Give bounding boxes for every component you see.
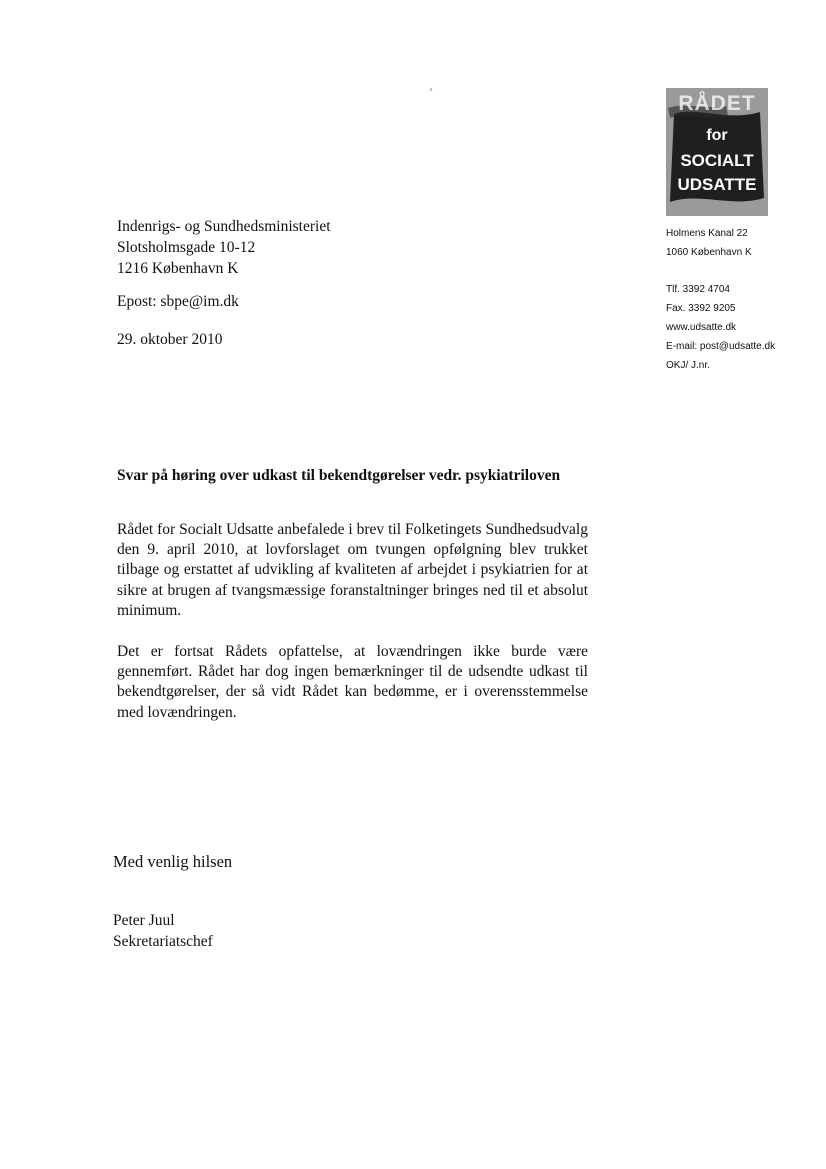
recipient-epost: Epost: sbpe@im.dk: [117, 293, 239, 310]
sender-web-link: www.udsatte.dk: [666, 322, 737, 333]
closing-salutation: Med venlig hilsen: [113, 852, 233, 871]
scan-speck: [429, 88, 432, 92]
logo-text-for: for: [706, 127, 728, 144]
signature-block: [113, 910, 213, 952]
letter-date: 29. oktober 2010: [117, 331, 223, 348]
logo-text-udsatte: UDSATTE: [677, 175, 757, 194]
logo-text-radet: RÅDET: [678, 92, 756, 115]
sender-phone: Tlf. 3392 4704: [666, 284, 730, 295]
sender-address-line2: 1060 København K: [666, 247, 752, 258]
sender-email: E-mail: post@udsatte.dk: [666, 341, 776, 352]
signatory-title: Sekretariatschef: [113, 933, 213, 950]
raadet-for-socialt-udsatte-logo: [666, 88, 768, 216]
sender-fax: Fax. 3392 9205: [666, 303, 736, 314]
sender-address-line1: Holmens Kanal 22: [666, 228, 748, 239]
recipient-street: Slotsholmsgade 10-12: [117, 239, 256, 256]
sender-reference: OKJ/ J.nr.: [666, 360, 710, 371]
logo-text-socialt: SOCIALT: [680, 151, 754, 170]
letter-subject: Svar på høring over udkast til bekendtgørelser vedr. psykiatriloven: [117, 467, 561, 484]
recipient-city: 1216 København K: [117, 260, 239, 277]
signatory-name: Peter Juul: [113, 912, 175, 929]
sender-contact-block: [666, 224, 775, 375]
body-paragraph-1: Rådet for Socialt Udsatte anbefalede i brev til Folketingets Sundhedsudvalg den 9. april 2010, at lovforslaget om tvungen opfølgning blev trukket tilbage og erstattet af udvikling af kvaliteten af arbejdet i psykiatrien for at sikre at brugen af tvangsmæssige foranstaltninger bringes ned til et absolut minimum.: [117, 521, 588, 619]
recipient-name: Indenrigs- og Sundhedsministeriet: [117, 218, 331, 235]
body-paragraph-2: Det er fortsat Rådets opfattelse, at lovændringen ikke burde være gennemført. Rådet har dog ingen bemærkninger til de udsendte udkast til bekendtgørelser, der så vidt Rådet kan bedømme, er i overensstemmelse med lovændringen.: [117, 643, 588, 721]
recipient-address-block: [117, 216, 331, 279]
